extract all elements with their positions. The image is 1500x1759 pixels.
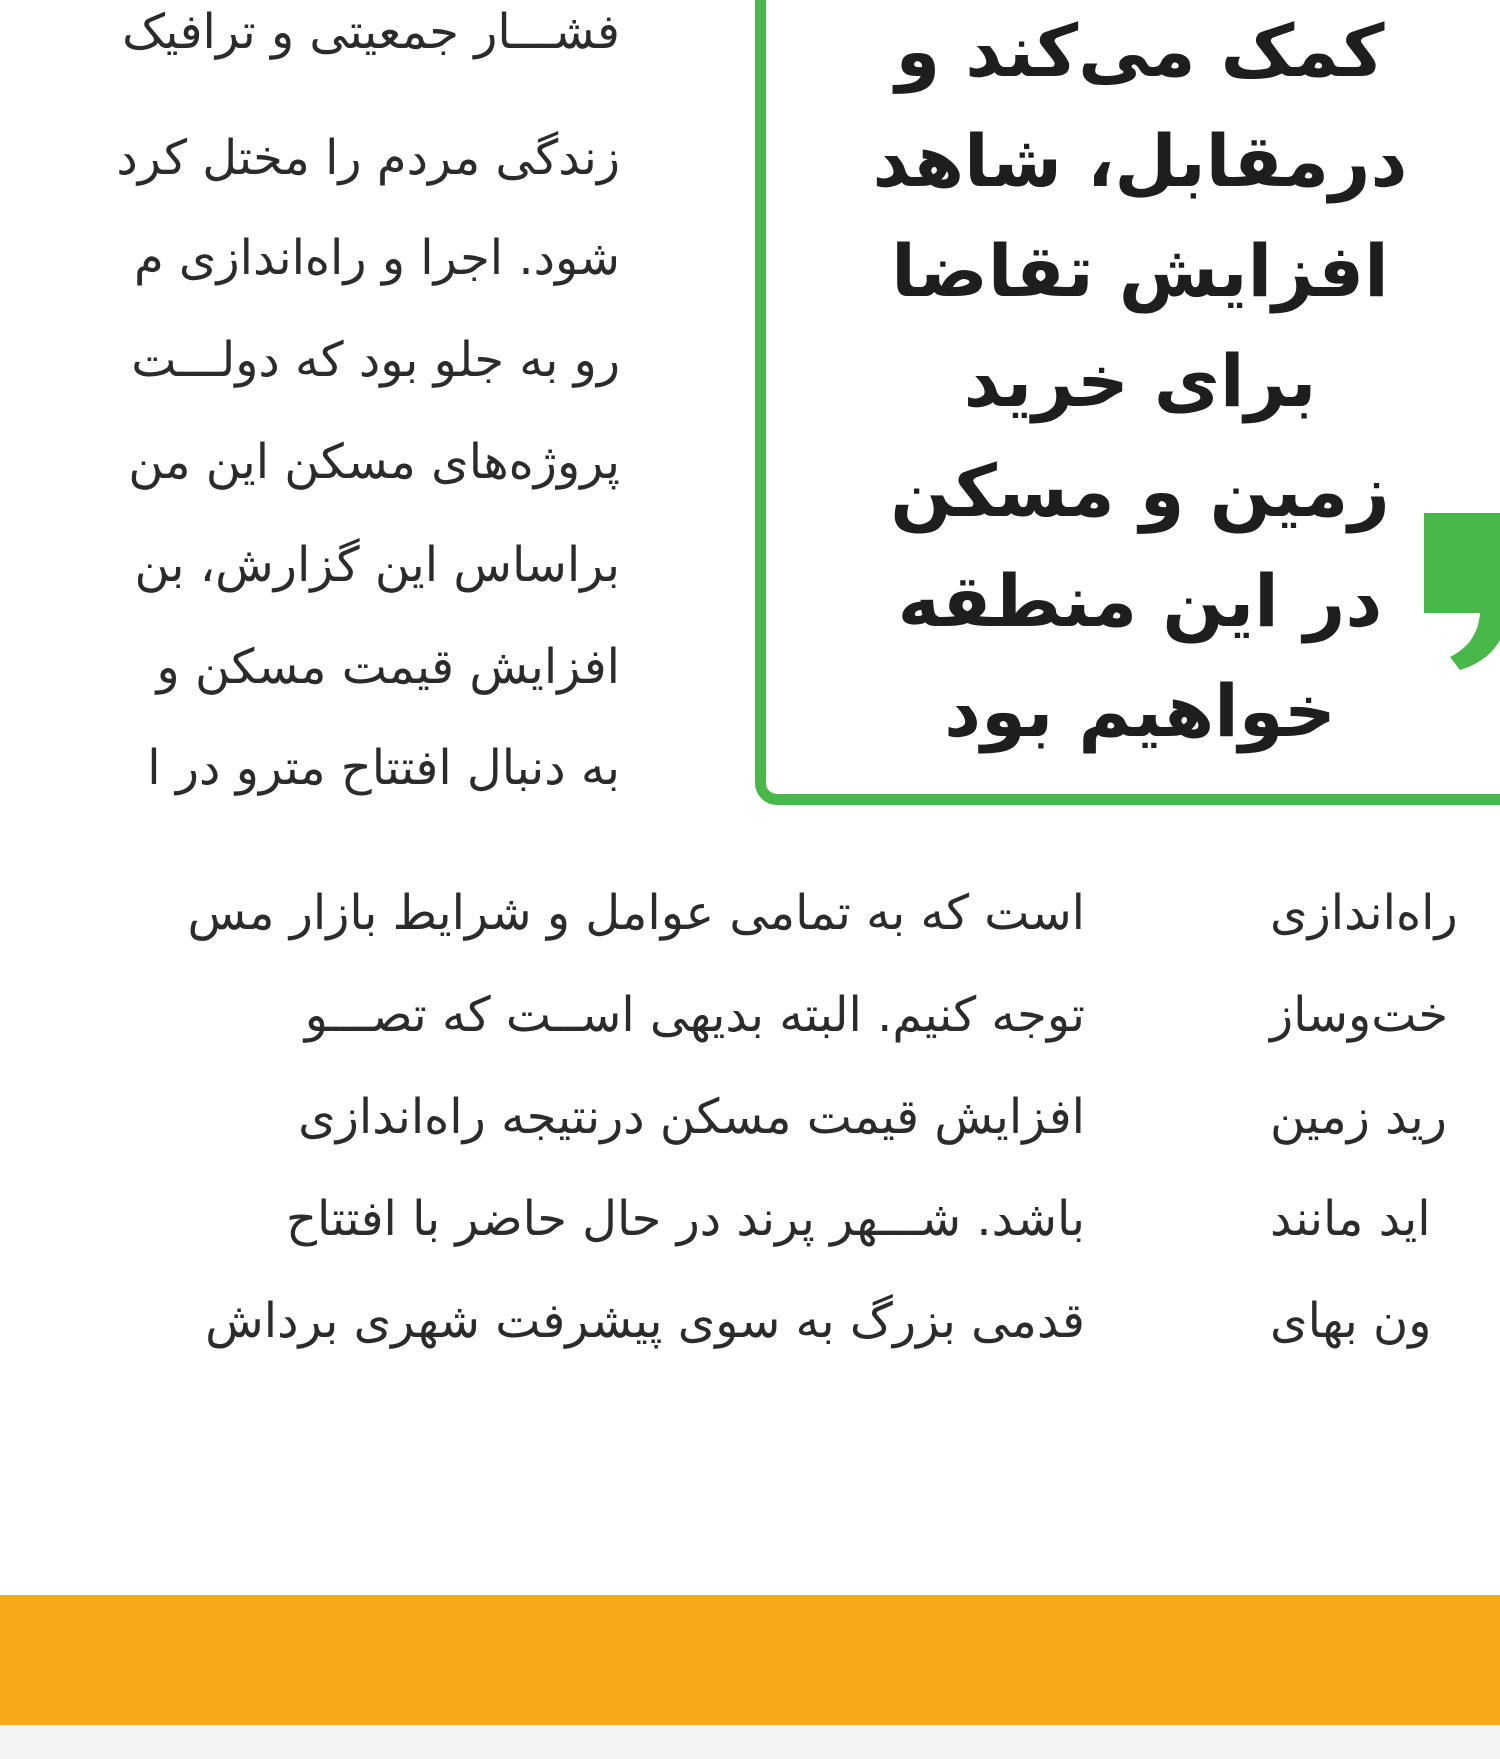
text-line: براساس این گزارش، بن	[134, 537, 620, 593]
pull-quote-line: کمک می‌کند و	[895, 9, 1385, 93]
text-line: ون بهای	[1270, 1293, 1432, 1349]
orange-divider-band	[0, 1595, 1500, 1725]
text-line: افزایش قیمت مسکن و	[156, 639, 620, 695]
text-line: به دنبال افتتاح مترو در ا	[147, 740, 620, 796]
text-line: راه‌اندازی	[1270, 885, 1458, 941]
pull-quote-line: درمقابل، شاهد	[872, 119, 1408, 203]
bottom-margin-strip	[0, 1725, 1500, 1759]
closing-quote-mark-icon	[1420, 505, 1500, 675]
text-line: است که به تمامی عوامل و شرایط بازار مس	[187, 885, 1085, 941]
pull-quote-line: خواهیم بود	[944, 669, 1336, 753]
text-line: پروژه‌های مسکن این من	[128, 434, 620, 490]
pull-quote-line: زمین و مسکن	[890, 449, 1390, 533]
text-line: افزایش قیمت مسکن درنتیجه راه‌اندازی	[298, 1089, 1085, 1145]
text-line: رو به جلو بود که دولـــت	[131, 332, 620, 388]
text-line: قدمی بزرگ به سوی پیشرفت شهری برداش	[205, 1293, 1085, 1349]
text-line: باشد. شـــهر پرند در حال حاضر با افتتاح	[286, 1191, 1085, 1247]
pull-quote-text	[855, 0, 1425, 766]
text-line: خت‌وساز	[1270, 987, 1449, 1043]
text-line: شود. اجرا و راه‌اندازی م	[133, 230, 620, 286]
pull-quote-line: برای خرید	[963, 339, 1317, 423]
pull-quote-line: در این منطقه	[897, 559, 1383, 643]
text-line: زندگی مردم را مختل کرد	[116, 130, 620, 186]
text-line: توجه کنیم. البته بدیهی اســت که تصـــو	[304, 987, 1085, 1043]
text-line: فشـــار جمعیتی و ترافیک	[122, 4, 620, 60]
text-line: اید مانند	[1270, 1191, 1431, 1247]
pull-quote-line: افزایش تقاضا	[891, 229, 1389, 313]
text-line: رید زمین	[1270, 1089, 1447, 1145]
